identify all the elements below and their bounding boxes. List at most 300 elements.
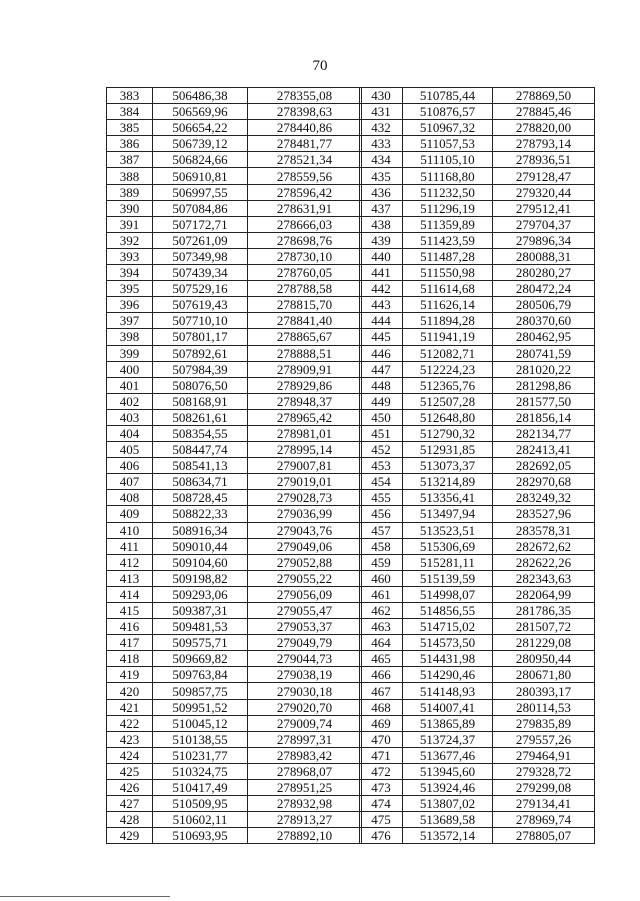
point-number-cell: 383 (107, 88, 153, 104)
point-number-cell: 422 (107, 715, 153, 731)
y-coordinate-cell: 279055,47 (248, 603, 362, 619)
table-row (360, 747, 595, 763)
point-number-cell: 403 (107, 409, 153, 425)
x-coordinate-cell: 513945,60 (403, 763, 493, 779)
table-row (107, 474, 362, 490)
point-number-cell: 394 (107, 265, 153, 281)
x-coordinate-cell: 511359,89 (403, 216, 493, 232)
y-coordinate-cell: 280472,24 (493, 281, 595, 297)
x-coordinate-cell: 514998,07 (403, 586, 493, 602)
y-coordinate-cell: 278559,56 (248, 168, 362, 184)
point-number-cell: 411 (107, 538, 153, 554)
y-coordinate-cell: 278820,00 (493, 120, 595, 136)
x-coordinate-cell: 514007,41 (403, 699, 493, 715)
y-coordinate-cell: 282413,41 (493, 442, 595, 458)
y-coordinate-cell: 278793,14 (493, 136, 595, 152)
x-coordinate-cell: 510876,57 (403, 104, 493, 120)
y-coordinate-cell: 279007,81 (248, 458, 362, 474)
x-coordinate-cell: 513677,46 (403, 747, 493, 763)
coordinates-table-right-body (360, 88, 595, 844)
y-coordinate-cell: 280462,95 (493, 329, 595, 345)
table-row (107, 603, 362, 619)
table-row (107, 232, 362, 248)
x-coordinate-cell: 509481,53 (153, 619, 248, 635)
y-coordinate-cell: 278983,42 (248, 747, 362, 763)
x-coordinate-cell: 514290,46 (403, 667, 493, 683)
point-number-cell: 453 (360, 458, 403, 474)
x-coordinate-cell: 511423,59 (403, 232, 493, 248)
y-coordinate-cell: 282064,99 (493, 586, 595, 602)
x-coordinate-cell: 506739,12 (153, 136, 248, 152)
point-number-cell: 408 (107, 490, 153, 506)
x-coordinate-cell: 508168,91 (153, 393, 248, 409)
y-coordinate-cell: 279557,26 (493, 731, 595, 747)
table-row (107, 619, 362, 635)
x-coordinate-cell: 510138,55 (153, 731, 248, 747)
x-coordinate-cell: 511550,98 (403, 265, 493, 281)
x-coordinate-cell: 514148,93 (403, 683, 493, 699)
point-number-cell: 395 (107, 281, 153, 297)
point-number-cell: 396 (107, 297, 153, 313)
y-coordinate-cell: 279835,89 (493, 715, 595, 731)
x-coordinate-cell: 510324,75 (153, 763, 248, 779)
x-coordinate-cell: 509763,84 (153, 667, 248, 683)
y-coordinate-cell: 280741,59 (493, 345, 595, 361)
table-row (360, 361, 595, 377)
table-row (107, 667, 362, 683)
table-row (107, 651, 362, 667)
point-number-cell: 397 (107, 313, 153, 329)
point-number-cell: 443 (360, 297, 403, 313)
y-coordinate-cell: 280393,17 (493, 683, 595, 699)
point-number-cell: 452 (360, 442, 403, 458)
table-row (107, 409, 362, 425)
x-coordinate-cell: 511614,68 (403, 281, 493, 297)
table-row (107, 377, 362, 393)
x-coordinate-cell: 509575,71 (153, 635, 248, 651)
point-number-cell: 388 (107, 168, 153, 184)
y-coordinate-cell: 278481,77 (248, 136, 362, 152)
y-coordinate-cell: 278666,03 (248, 216, 362, 232)
point-number-cell: 399 (107, 345, 153, 361)
y-coordinate-cell: 278997,31 (248, 731, 362, 747)
table-row (360, 538, 595, 554)
table-row (360, 490, 595, 506)
table-row (360, 409, 595, 425)
x-coordinate-cell: 508076,50 (153, 377, 248, 393)
y-coordinate-cell: 278888,51 (248, 345, 362, 361)
point-number-cell: 400 (107, 361, 153, 377)
table-row (360, 635, 595, 651)
point-number-cell: 426 (107, 780, 153, 796)
y-coordinate-cell: 279464,91 (493, 747, 595, 763)
x-coordinate-cell: 513689,58 (403, 812, 493, 828)
point-number-cell: 402 (107, 393, 153, 409)
point-number-cell: 418 (107, 651, 153, 667)
table-row (107, 538, 362, 554)
x-coordinate-cell: 509669,82 (153, 651, 248, 667)
coordinates-table-left (106, 87, 362, 844)
x-coordinate-cell: 512082,71 (403, 345, 493, 361)
point-number-cell: 444 (360, 313, 403, 329)
point-number-cell: 473 (360, 780, 403, 796)
point-number-cell: 456 (360, 506, 403, 522)
point-number-cell: 417 (107, 635, 153, 651)
x-coordinate-cell: 507084,86 (153, 200, 248, 216)
x-coordinate-cell: 512931,85 (403, 442, 493, 458)
x-coordinate-cell: 509198,82 (153, 570, 248, 586)
y-coordinate-cell: 279020,70 (248, 699, 362, 715)
y-coordinate-cell: 279030,18 (248, 683, 362, 699)
x-coordinate-cell: 506486,38 (153, 88, 248, 104)
y-coordinate-cell: 282692,05 (493, 458, 595, 474)
y-coordinate-cell: 278913,27 (248, 812, 362, 828)
table-row (360, 522, 595, 538)
point-number-cell: 392 (107, 232, 153, 248)
y-coordinate-cell: 278909,91 (248, 361, 362, 377)
x-coordinate-cell: 508261,61 (153, 409, 248, 425)
table-row (360, 377, 595, 393)
table-row (107, 699, 362, 715)
table-row (360, 297, 595, 313)
point-number-cell: 474 (360, 796, 403, 812)
table-row (107, 281, 362, 297)
table-row (107, 104, 362, 120)
table-row (360, 586, 595, 602)
point-number-cell: 439 (360, 232, 403, 248)
point-number-cell: 409 (107, 506, 153, 522)
table-row (107, 329, 362, 345)
point-number-cell: 440 (360, 248, 403, 264)
y-coordinate-cell: 279056,09 (248, 586, 362, 602)
table-row (107, 522, 362, 538)
y-coordinate-cell: 278805,07 (493, 828, 595, 844)
y-coordinate-cell: 283527,96 (493, 506, 595, 522)
y-coordinate-cell: 282343,63 (493, 570, 595, 586)
point-number-cell: 471 (360, 747, 403, 763)
x-coordinate-cell: 507710,10 (153, 313, 248, 329)
x-coordinate-cell: 514573,50 (403, 635, 493, 651)
x-coordinate-cell: 510785,44 (403, 88, 493, 104)
y-coordinate-cell: 278841,40 (248, 313, 362, 329)
table-row (107, 731, 362, 747)
x-coordinate-cell: 510509,95 (153, 796, 248, 812)
table-row (360, 232, 595, 248)
point-number-cell: 459 (360, 554, 403, 570)
y-coordinate-cell: 283249,32 (493, 490, 595, 506)
x-coordinate-cell: 511626,14 (403, 297, 493, 313)
x-coordinate-cell: 507984,39 (153, 361, 248, 377)
x-coordinate-cell: 513214,89 (403, 474, 493, 490)
point-number-cell: 472 (360, 763, 403, 779)
table-row (360, 425, 595, 441)
point-number-cell: 460 (360, 570, 403, 586)
y-coordinate-cell: 280671,80 (493, 667, 595, 683)
table-row (107, 361, 362, 377)
y-coordinate-cell: 279038,19 (248, 667, 362, 683)
table-row (107, 683, 362, 699)
y-coordinate-cell: 278865,67 (248, 329, 362, 345)
x-coordinate-cell: 513497,94 (403, 506, 493, 522)
y-coordinate-cell: 283578,31 (493, 522, 595, 538)
x-coordinate-cell: 509951,52 (153, 699, 248, 715)
x-coordinate-cell: 508447,74 (153, 442, 248, 458)
point-number-cell: 454 (360, 474, 403, 490)
x-coordinate-cell: 508916,34 (153, 522, 248, 538)
y-coordinate-cell: 278521,34 (248, 152, 362, 168)
point-number-cell: 420 (107, 683, 153, 699)
y-coordinate-cell: 278892,10 (248, 828, 362, 844)
x-coordinate-cell: 509387,31 (153, 603, 248, 619)
table-row (360, 152, 595, 168)
table-row (360, 136, 595, 152)
y-coordinate-cell: 280370,60 (493, 313, 595, 329)
x-coordinate-cell: 506910,81 (153, 168, 248, 184)
x-coordinate-cell: 514431,98 (403, 651, 493, 667)
table-row (360, 458, 595, 474)
point-number-cell: 412 (107, 554, 153, 570)
y-coordinate-cell: 279052,88 (248, 554, 362, 570)
x-coordinate-cell: 510417,49 (153, 780, 248, 796)
x-coordinate-cell: 507619,43 (153, 297, 248, 313)
table-row (360, 329, 595, 345)
table-row (107, 425, 362, 441)
table-row (360, 265, 595, 281)
y-coordinate-cell: 278845,46 (493, 104, 595, 120)
point-number-cell: 464 (360, 635, 403, 651)
y-coordinate-cell: 278948,37 (248, 393, 362, 409)
x-coordinate-cell: 509857,75 (153, 683, 248, 699)
point-number-cell: 449 (360, 393, 403, 409)
table-row (360, 506, 595, 522)
x-coordinate-cell: 507261,09 (153, 232, 248, 248)
y-coordinate-cell: 278730,10 (248, 248, 362, 264)
table-row (360, 200, 595, 216)
x-coordinate-cell: 510045,12 (153, 715, 248, 731)
x-coordinate-cell: 507172,71 (153, 216, 248, 232)
point-number-cell: 428 (107, 812, 153, 828)
x-coordinate-cell: 512790,32 (403, 425, 493, 441)
x-coordinate-cell: 507892,61 (153, 345, 248, 361)
x-coordinate-cell: 514715,02 (403, 619, 493, 635)
x-coordinate-cell: 510967,32 (403, 120, 493, 136)
y-coordinate-cell: 278995,14 (248, 442, 362, 458)
y-coordinate-cell: 279049,79 (248, 635, 362, 651)
x-coordinate-cell: 513924,46 (403, 780, 493, 796)
y-coordinate-cell: 282622,26 (493, 554, 595, 570)
point-number-cell: 429 (107, 828, 153, 844)
y-coordinate-cell: 279044,73 (248, 651, 362, 667)
x-coordinate-cell: 506997,55 (153, 184, 248, 200)
x-coordinate-cell: 515281,11 (403, 554, 493, 570)
y-coordinate-cell: 281298,86 (493, 377, 595, 393)
table-row (360, 667, 595, 683)
point-number-cell: 435 (360, 168, 403, 184)
table-row (360, 699, 595, 715)
x-coordinate-cell: 515306,69 (403, 538, 493, 554)
x-coordinate-cell: 510602,11 (153, 812, 248, 828)
y-coordinate-cell: 278788,58 (248, 281, 362, 297)
x-coordinate-cell: 512224,23 (403, 361, 493, 377)
page-number: 70 (312, 58, 328, 74)
x-coordinate-cell: 511168,80 (403, 168, 493, 184)
x-coordinate-cell: 506654,22 (153, 120, 248, 136)
table-row (107, 216, 362, 232)
x-coordinate-cell: 507801,17 (153, 329, 248, 345)
table-row (107, 136, 362, 152)
y-coordinate-cell: 278965,42 (248, 409, 362, 425)
coordinates-table-left-body (107, 88, 362, 844)
point-number-cell: 441 (360, 265, 403, 281)
point-number-cell: 475 (360, 812, 403, 828)
x-coordinate-cell: 511057,53 (403, 136, 493, 152)
point-number-cell: 470 (360, 731, 403, 747)
y-coordinate-cell: 280506,79 (493, 297, 595, 313)
y-coordinate-cell: 281786,35 (493, 603, 595, 619)
table-row (360, 570, 595, 586)
y-coordinate-cell: 279036,99 (248, 506, 362, 522)
y-coordinate-cell: 278398,63 (248, 104, 362, 120)
table-row (360, 248, 595, 264)
point-number-cell: 425 (107, 763, 153, 779)
y-coordinate-cell: 279043,76 (248, 522, 362, 538)
point-number-cell: 451 (360, 425, 403, 441)
point-number-cell: 413 (107, 570, 153, 586)
table-row (360, 442, 595, 458)
scan-edge-mark (0, 896, 170, 897)
y-coordinate-cell: 279328,72 (493, 763, 595, 779)
point-number-cell: 415 (107, 603, 153, 619)
point-number-cell: 401 (107, 377, 153, 393)
point-number-cell: 461 (360, 586, 403, 602)
table-row (360, 796, 595, 812)
table-row (360, 780, 595, 796)
point-number-cell: 431 (360, 104, 403, 120)
point-number-cell: 458 (360, 538, 403, 554)
point-number-cell: 433 (360, 136, 403, 152)
y-coordinate-cell: 278815,70 (248, 297, 362, 313)
x-coordinate-cell: 513073,37 (403, 458, 493, 474)
table-row (360, 828, 595, 844)
y-coordinate-cell: 282970,68 (493, 474, 595, 490)
y-coordinate-cell: 278981,01 (248, 425, 362, 441)
x-coordinate-cell: 511296,19 (403, 200, 493, 216)
y-coordinate-cell: 281577,50 (493, 393, 595, 409)
point-number-cell: 386 (107, 136, 153, 152)
table-row (360, 683, 595, 699)
table-row (107, 345, 362, 361)
x-coordinate-cell: 511941,19 (403, 329, 493, 345)
y-coordinate-cell: 279009,74 (248, 715, 362, 731)
y-coordinate-cell: 279049,06 (248, 538, 362, 554)
x-coordinate-cell: 507439,34 (153, 265, 248, 281)
x-coordinate-cell: 509293,06 (153, 586, 248, 602)
point-number-cell: 468 (360, 699, 403, 715)
point-number-cell: 436 (360, 184, 403, 200)
table-row (360, 619, 595, 635)
x-coordinate-cell: 507349,98 (153, 248, 248, 264)
x-coordinate-cell: 506824,66 (153, 152, 248, 168)
point-number-cell: 406 (107, 458, 153, 474)
x-coordinate-cell: 507529,16 (153, 281, 248, 297)
point-number-cell: 393 (107, 248, 153, 264)
point-number-cell: 467 (360, 683, 403, 699)
table-row (360, 393, 595, 409)
table-row (360, 168, 595, 184)
table-row (360, 651, 595, 667)
y-coordinate-cell: 278936,51 (493, 152, 595, 168)
table-row (107, 570, 362, 586)
point-number-cell: 437 (360, 200, 403, 216)
y-coordinate-cell: 282672,62 (493, 538, 595, 554)
y-coordinate-cell: 279320,44 (493, 184, 595, 200)
point-number-cell: 421 (107, 699, 153, 715)
point-number-cell: 391 (107, 216, 153, 232)
point-number-cell: 442 (360, 281, 403, 297)
y-coordinate-cell: 279704,37 (493, 216, 595, 232)
y-coordinate-cell: 278698,76 (248, 232, 362, 248)
point-number-cell: 424 (107, 747, 153, 763)
table-row (360, 313, 595, 329)
point-number-cell: 414 (107, 586, 153, 602)
y-coordinate-cell: 279128,47 (493, 168, 595, 184)
y-coordinate-cell: 280280,27 (493, 265, 595, 281)
y-coordinate-cell: 278932,98 (248, 796, 362, 812)
point-number-cell: 385 (107, 120, 153, 136)
point-number-cell: 447 (360, 361, 403, 377)
table-row (107, 248, 362, 264)
point-number-cell: 476 (360, 828, 403, 844)
x-coordinate-cell: 513523,51 (403, 522, 493, 538)
y-coordinate-cell: 278951,25 (248, 780, 362, 796)
x-coordinate-cell: 511232,50 (403, 184, 493, 200)
y-coordinate-cell: 279299,08 (493, 780, 595, 796)
y-coordinate-cell: 278969,74 (493, 812, 595, 828)
table-row (107, 796, 362, 812)
table-row (360, 763, 595, 779)
y-coordinate-cell: 278355,08 (248, 88, 362, 104)
y-coordinate-cell: 278869,50 (493, 88, 595, 104)
y-coordinate-cell: 280114,53 (493, 699, 595, 715)
table-row (360, 88, 595, 104)
y-coordinate-cell: 278968,07 (248, 763, 362, 779)
y-coordinate-cell: 279055,22 (248, 570, 362, 586)
point-number-cell: 398 (107, 329, 153, 345)
table-row (360, 281, 595, 297)
point-number-cell: 432 (360, 120, 403, 136)
y-coordinate-cell: 279019,01 (248, 474, 362, 490)
x-coordinate-cell: 510693,95 (153, 828, 248, 844)
x-coordinate-cell: 508354,55 (153, 425, 248, 441)
x-coordinate-cell: 512365,76 (403, 377, 493, 393)
table-row (360, 731, 595, 747)
table-row (107, 458, 362, 474)
y-coordinate-cell: 279512,41 (493, 200, 595, 216)
y-coordinate-cell: 279028,73 (248, 490, 362, 506)
y-coordinate-cell: 278760,05 (248, 265, 362, 281)
y-coordinate-cell: 280088,31 (493, 248, 595, 264)
x-coordinate-cell: 514856,55 (403, 603, 493, 619)
point-number-cell: 450 (360, 409, 403, 425)
point-number-cell: 390 (107, 200, 153, 216)
table-row (360, 216, 595, 232)
x-coordinate-cell: 511487,28 (403, 248, 493, 264)
point-number-cell: 455 (360, 490, 403, 506)
y-coordinate-cell: 279134,41 (493, 796, 595, 812)
table-row (360, 812, 595, 828)
table-row (107, 265, 362, 281)
table-row (107, 586, 362, 602)
